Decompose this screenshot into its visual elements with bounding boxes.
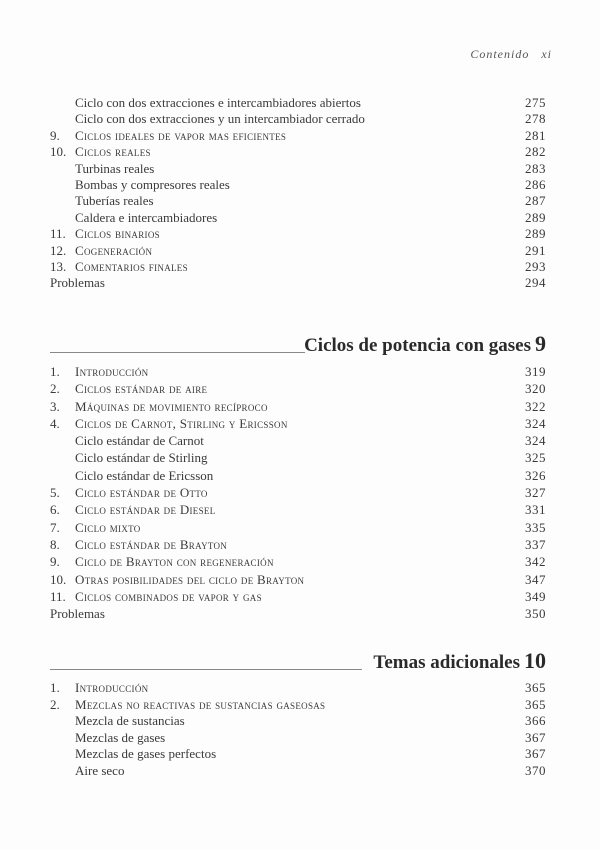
entry-title: Turbinas reales: [75, 160, 155, 176]
entry-number: 9.: [50, 127, 60, 143]
toc-entry: [50, 713, 546, 730]
entry-title: Ciclos estándar de aire: [75, 381, 208, 397]
entry-page: 350: [525, 606, 546, 622]
toc-entry: [50, 536, 546, 553]
entry-title: Ciclo estándar de Carnot: [75, 433, 204, 449]
entry-page: 294: [525, 275, 546, 291]
entry-number: 13.: [50, 258, 67, 274]
chapter-number: 9: [535, 331, 546, 356]
chapter-title: Temas adicionales: [373, 652, 520, 673]
entry-title: Ciclo estándar de Ericsson: [75, 467, 214, 483]
running-head: [470, 47, 552, 62]
entry-title: Introducción: [75, 364, 149, 379]
entry-title: Mezclas de gases perfectos: [75, 746, 217, 762]
entry-number: 1.: [50, 680, 60, 695]
toc-entry: [50, 432, 546, 449]
toc-section-chapter-9: [50, 333, 546, 622]
entry-number: 11.: [50, 226, 66, 242]
entry-title: Otras posibilidades del ciclo de Brayton: [75, 571, 305, 587]
toc-section-chapter-8-continued: [50, 95, 546, 292]
entry-title: Ciclos combinados de vapor y gas: [75, 588, 262, 604]
entry-page: 324: [525, 433, 546, 449]
toc-entry: [50, 484, 546, 501]
entry-number: 11.: [50, 588, 66, 604]
entry-title: Máquinas de movimiento recíproco: [75, 398, 268, 414]
toc-entry: [50, 210, 546, 226]
entry-title: Ciclo estándar de Brayton: [75, 536, 228, 552]
entry-title: Problemas: [50, 606, 105, 622]
entry-title: Introducción: [75, 680, 149, 695]
entry-page: 275: [525, 95, 546, 110]
toc-entry: [50, 128, 546, 144]
toc-entry: [50, 467, 546, 484]
entry-page: 281: [525, 127, 546, 143]
toc-entry: [50, 519, 546, 536]
entry-page: 286: [525, 176, 546, 192]
entry-page: 293: [525, 258, 546, 274]
entry-number: 1.: [50, 364, 60, 379]
toc-entry: [50, 259, 546, 275]
toc-entry: [50, 501, 546, 518]
chapter-title-block: [373, 648, 546, 674]
entry-title: Ciclo estándar de Otto: [75, 485, 208, 501]
entry-number: 6.: [50, 502, 60, 518]
toc-entry: [50, 275, 546, 291]
toc-entry: [50, 161, 546, 177]
entry-page: 342: [525, 554, 546, 570]
toc-entry: [50, 449, 546, 466]
toc-entry: [50, 730, 546, 747]
entry-page: 349: [525, 588, 546, 604]
entry-title: Ciclo estándar de Stirling: [75, 450, 208, 466]
entry-page: 331: [525, 502, 546, 518]
entry-number: 10.: [50, 571, 67, 587]
chapter-heading: [50, 650, 546, 676]
entry-title: Ciclo mixto: [75, 519, 141, 535]
toc-entry: [50, 226, 546, 242]
entry-page: 347: [525, 571, 546, 587]
toc-entry: [50, 763, 546, 780]
entry-page: 287: [525, 193, 546, 209]
toc-entry: [50, 95, 546, 111]
entry-page: 322: [525, 398, 546, 414]
entry-page: 365: [525, 680, 546, 695]
heading-rule: [50, 352, 305, 353]
chapter-title-block: [304, 331, 546, 357]
entry-number: 8.: [50, 536, 60, 552]
chapter-heading: [50, 333, 546, 359]
entry-title: Bombas y compresores reales: [75, 176, 230, 192]
entry-title: Ciclo con dos extracciones y un intercambiador cerrado: [75, 111, 365, 127]
heading-rule: [50, 669, 362, 670]
entry-number: 5.: [50, 485, 60, 501]
entry-number: 3.: [50, 398, 60, 414]
entry-title: Mezclas de gases: [75, 729, 166, 745]
entry-page: 365: [525, 696, 546, 712]
entry-page: 282: [525, 144, 546, 160]
toc-entry: [50, 398, 546, 415]
entry-title: Mezcla de sustancias: [75, 713, 185, 729]
toc-entry: [50, 605, 546, 622]
entry-page: 366: [525, 713, 546, 729]
entry-title: Problemas: [50, 275, 105, 291]
entry-page: 325: [525, 450, 546, 466]
chapter-title: Ciclos de potencia con gases: [304, 335, 531, 356]
entry-title: Ciclos binarios: [75, 226, 160, 242]
entry-page: 289: [525, 226, 546, 242]
entry-page: 319: [525, 364, 546, 379]
entry-number: 7.: [50, 519, 60, 535]
toc-entry: [50, 697, 546, 714]
entry-title: Cogeneración: [75, 242, 153, 258]
entry-page: 335: [525, 519, 546, 535]
entry-page: 337: [525, 536, 546, 552]
entry-page: 324: [525, 415, 546, 431]
entry-title: Tuberías reales: [75, 193, 154, 209]
toc-entry: [50, 144, 546, 160]
entry-number: 10.: [50, 144, 67, 160]
entry-page: 367: [525, 729, 546, 745]
toc-entry: [50, 588, 546, 605]
entry-title: Ciclos reales: [75, 144, 151, 160]
entry-title: Caldera e intercambiadores: [75, 209, 218, 225]
toc-entry: [50, 571, 546, 588]
entry-title: Ciclo de Brayton con regeneración: [75, 554, 274, 570]
entry-page: 367: [525, 746, 546, 762]
chapter-number: 10: [524, 648, 546, 673]
entry-title: Mezclas no reactivas de sustancias gaseosas: [75, 696, 326, 712]
entry-number: 12.: [50, 242, 67, 258]
entry-number: 9.: [50, 554, 60, 570]
entry-page: 291: [525, 242, 546, 258]
entry-title: Ciclos ideales de vapor mas eficientes: [75, 127, 287, 143]
entry-page: 289: [525, 209, 546, 225]
entry-page: 283: [525, 160, 546, 176]
toc-entry: [50, 415, 546, 432]
running-head-page: xi: [541, 47, 552, 61]
toc-entry: [50, 177, 546, 193]
entry-number: 2.: [50, 696, 60, 712]
toc-entry: [50, 380, 546, 397]
toc-entry: [50, 553, 546, 570]
toc-section-chapter-10: [50, 650, 546, 780]
entry-number: 2.: [50, 381, 60, 397]
entry-title: Ciclo con dos extracciones e intercambiadores abiertos: [75, 95, 361, 110]
running-head-title: Contenido: [470, 47, 530, 61]
entry-page: 327: [525, 485, 546, 501]
toc-entry: [50, 111, 546, 127]
entry-page: 370: [525, 762, 546, 778]
entry-page: 320: [525, 381, 546, 397]
entry-number: 4.: [50, 415, 60, 431]
entry-title: Ciclo estándar de Diesel: [75, 502, 216, 518]
entry-title: Ciclos de Carnot, Stirling y Ericsson: [75, 415, 288, 431]
entry-page: 278: [525, 111, 546, 127]
entry-title: Comentarios finales: [75, 258, 188, 274]
toc-entry: [50, 243, 546, 259]
toc-entry: [50, 746, 546, 763]
toc-entry: [50, 363, 546, 380]
toc-entry: [50, 193, 546, 209]
toc-entry: [50, 680, 546, 697]
entry-title: Aire seco: [75, 762, 125, 778]
entry-page: 326: [525, 467, 546, 483]
